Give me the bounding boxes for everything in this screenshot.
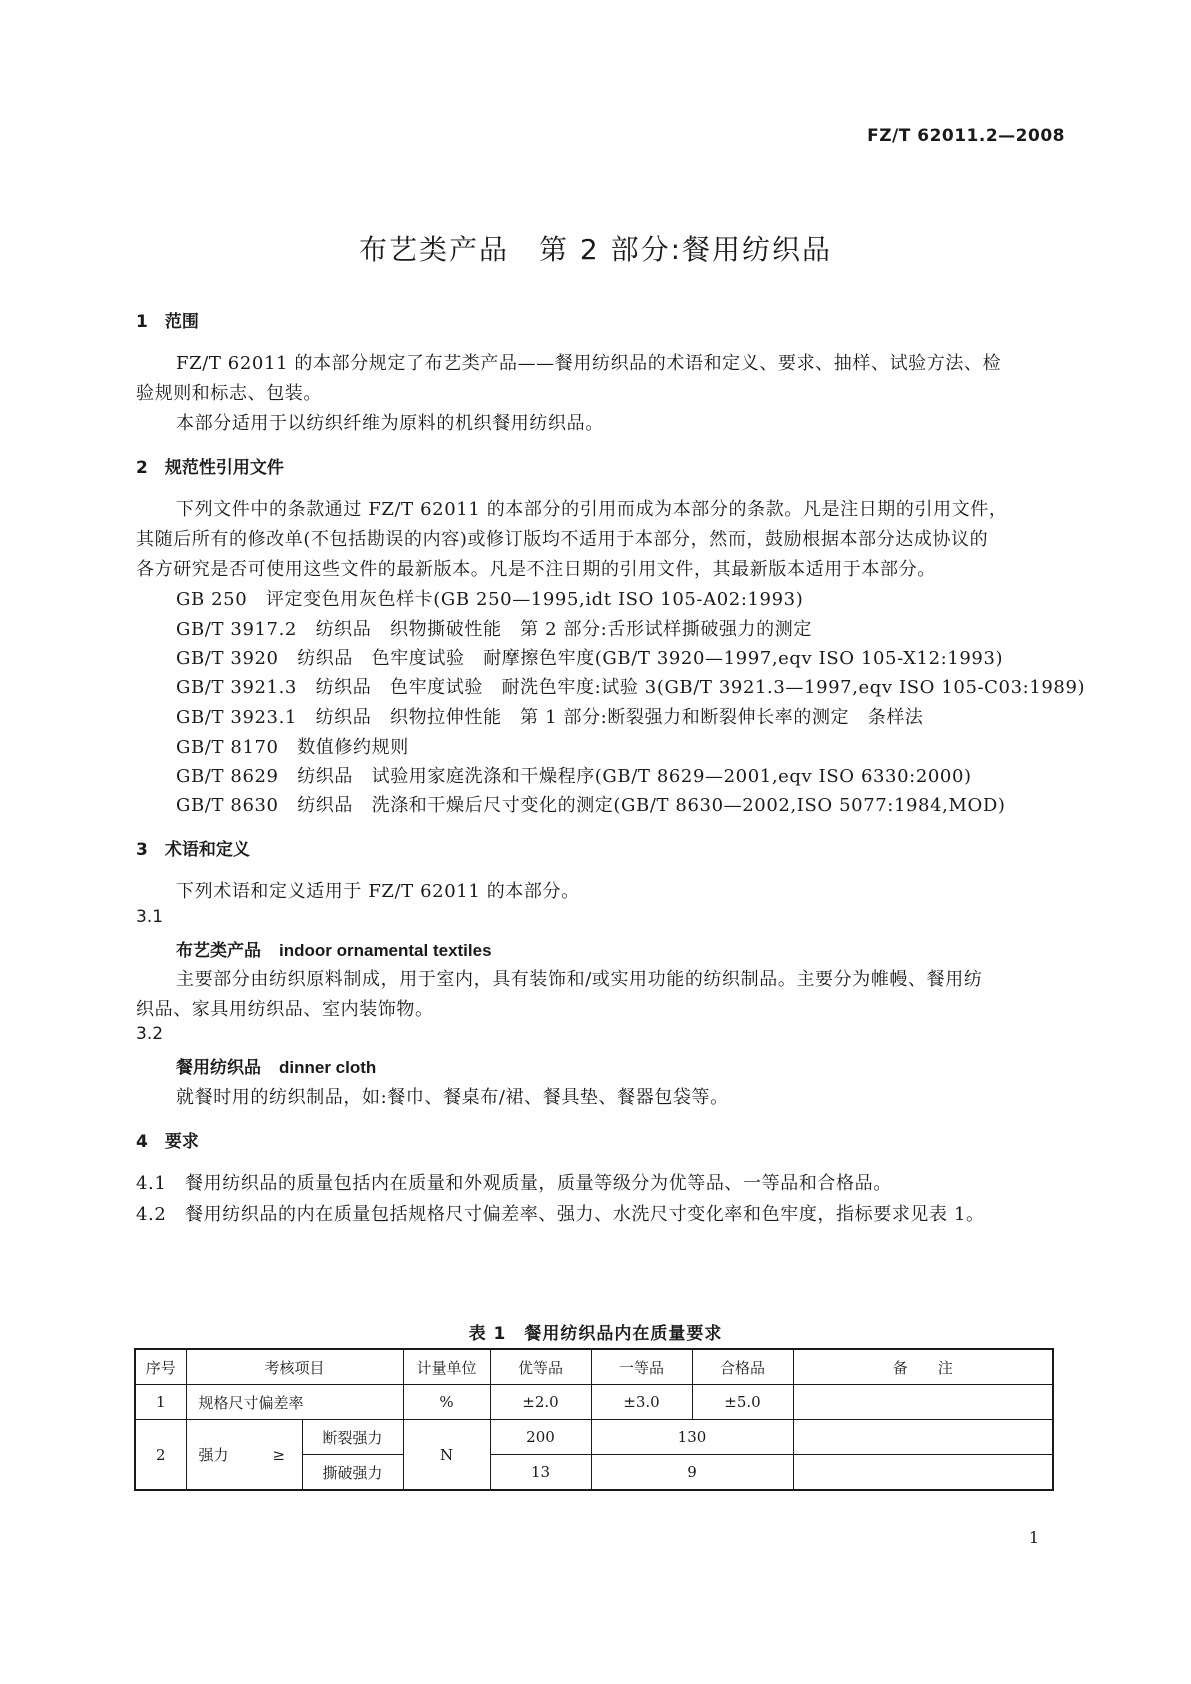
reference-item: GB/T 3923.1 纺织品 织物拉伸性能 第 1 部分:断裂强力和断裂伸长率的测定 条样法 [176, 707, 924, 728]
reference-item: GB/T 3920 纺织品 色牢度试验 耐摩擦色牢度(GB/T 3920—1997,eqv ISO 105-X12:1993) [176, 648, 1004, 669]
clause-4-2: 4.2 餐用纺织品的内在质量包括规格尺寸偏差率、强力、水洗尺寸变化率和色牢度，指标要求见表 1。 [136, 1204, 985, 1225]
row-number-cell: 1 [135, 1385, 186, 1420]
section-4-heading: 4 要求 [136, 1132, 199, 1152]
term-1-number: 3.1 [136, 907, 164, 927]
reference-item: GB/T 3917.2 纺织品 织物撕破性能 第 2 部分:舌形试样撕破强力的测定 [176, 619, 812, 640]
header-cell: 考核项目 [186, 1349, 403, 1385]
term-1-english: indoor ornamental textiles [279, 941, 492, 960]
header-cell: 备 注 [793, 1349, 1053, 1385]
superior-cell: 200 [490, 1420, 591, 1455]
section-2-heading: 2 规范性引用文件 [136, 458, 284, 478]
term-2-number: 3.2 [136, 1024, 164, 1044]
reference-item: GB 250 评定变色用灰色样卡(GB 250—1995,idt ISO 105-A02:1993) [176, 589, 804, 610]
superior-cell: 13 [490, 1455, 591, 1491]
section-2-para-line3: 各方研究是否可使用这些文件的最新版本。凡是不注日期的引用文件，其最新版本适用于本部分。 [136, 559, 936, 580]
item-label: 强力 [198, 1446, 229, 1464]
quality-requirements-table [134, 1348, 1054, 1491]
term-2-chinese: 餐用纺织品 [176, 1058, 261, 1078]
section-1-para1-line2: 验规则和标志、包装。 [136, 383, 322, 404]
section-3-heading: 3 术语和定义 [136, 840, 250, 860]
row-number-cell: 2 [135, 1420, 186, 1491]
table-caption: 表 1 餐用纺织品内在质量要求 [468, 1324, 723, 1344]
term-1-chinese: 布艺类产品 [176, 941, 261, 961]
section-1-heading: 1 范围 [136, 312, 199, 332]
first-and-qualified-cell: 9 [591, 1455, 793, 1491]
header-cell: 合格品 [692, 1349, 793, 1385]
term-2-english: dinner cloth [279, 1058, 377, 1077]
table-row [135, 1385, 1053, 1420]
section-2-para-line2: 其随后所有的修改单(不包括勘误的内容)或修订版均不适用于本部分，然而，鼓励根据本部分达成协议的 [136, 529, 989, 550]
document-title: 布艺类产品 第 2 部分:餐用纺织品 [358, 233, 833, 266]
sub-item-cell: 断裂强力 [302, 1420, 403, 1455]
section-2-para-line1: 下列文件中的条款通过 FZ/T 62011 的本部分的引用而成为本部分的条款。凡是注日期的引用文件， [176, 499, 1008, 520]
clause-4-1: 4.1 餐用纺织品的质量包括内在质量和外观质量，质量等级分为优等品、一等品和合格品。 [136, 1173, 892, 1194]
remarks-cell [793, 1385, 1053, 1420]
remarks-cell [793, 1420, 1053, 1455]
first-and-qualified-cell: 130 [591, 1420, 793, 1455]
unit-cell: N [403, 1420, 490, 1491]
sub-item-cell: 撕破强力 [302, 1455, 403, 1491]
remarks-cell [793, 1455, 1053, 1491]
page-number: 1 [1028, 1528, 1039, 1547]
term-1-definition-line2: 织品、家具用纺织品、室内装饰物。 [136, 999, 434, 1020]
section-3-para: 下列术语和定义适用于 FZ/T 62011 的本部分。 [176, 881, 580, 902]
reference-item: GB/T 8629 纺织品 试验用家庭洗涤和干燥程序(GB/T 8629—2001,eqv ISO 6330:2000) [176, 766, 972, 787]
superior-cell: ±2.0 [490, 1385, 591, 1420]
unit-cell: % [403, 1385, 490, 1420]
section-1-para2: 本部分适用于以纺织纤维为原料的机织餐用纺织品。 [176, 413, 604, 434]
section-1-para1-line1: FZ/T 62011 的本部分规定了布艺类产品——餐用纺织品的术语和定义、要求、抽样、试验方法、检 [176, 353, 1002, 374]
reference-item: GB/T 8630 纺织品 洗涤和干燥后尺寸变化的测定(GB/T 8630—2002,ISO 5077:1984,MOD) [176, 795, 1006, 816]
header-cell: 优等品 [490, 1349, 591, 1385]
qualified-cell: ±5.0 [692, 1385, 793, 1420]
table-header-row [135, 1349, 1053, 1385]
standard-number: FZ/T 62011.2—2008 [867, 126, 1065, 146]
header-cell: 计量单位 [403, 1349, 490, 1385]
term-2-definition: 就餐时用的纺织制品，如:餐巾、餐桌布/裙、餐具垫、餐器包袋等。 [176, 1087, 729, 1108]
greater-equal-sign: ≥ [272, 1446, 286, 1464]
header-cell: 一等品 [591, 1349, 692, 1385]
table-row [135, 1420, 1053, 1455]
reference-item: GB/T 3921.3 纺织品 色牢度试验 耐洗色牢度:试验 3(GB/T 3921.3—1997,eqv ISO 105-C03:1989) [176, 677, 1086, 698]
term-1-definition-line1: 主要部分由纺织原料制成，用于室内，具有装饰和/或实用功能的纺织制品。主要分为帷幔、餐用纺 [176, 969, 983, 990]
first-grade-cell: ±3.0 [591, 1385, 692, 1420]
item-cell: 规格尺寸偏差率 [186, 1385, 403, 1420]
item-cell [186, 1420, 302, 1491]
term-2-title [176, 1053, 376, 1078]
header-cell: 序号 [135, 1349, 186, 1385]
reference-item: GB/T 8170 数值修约规则 [176, 737, 409, 758]
term-1-title [176, 936, 492, 961]
